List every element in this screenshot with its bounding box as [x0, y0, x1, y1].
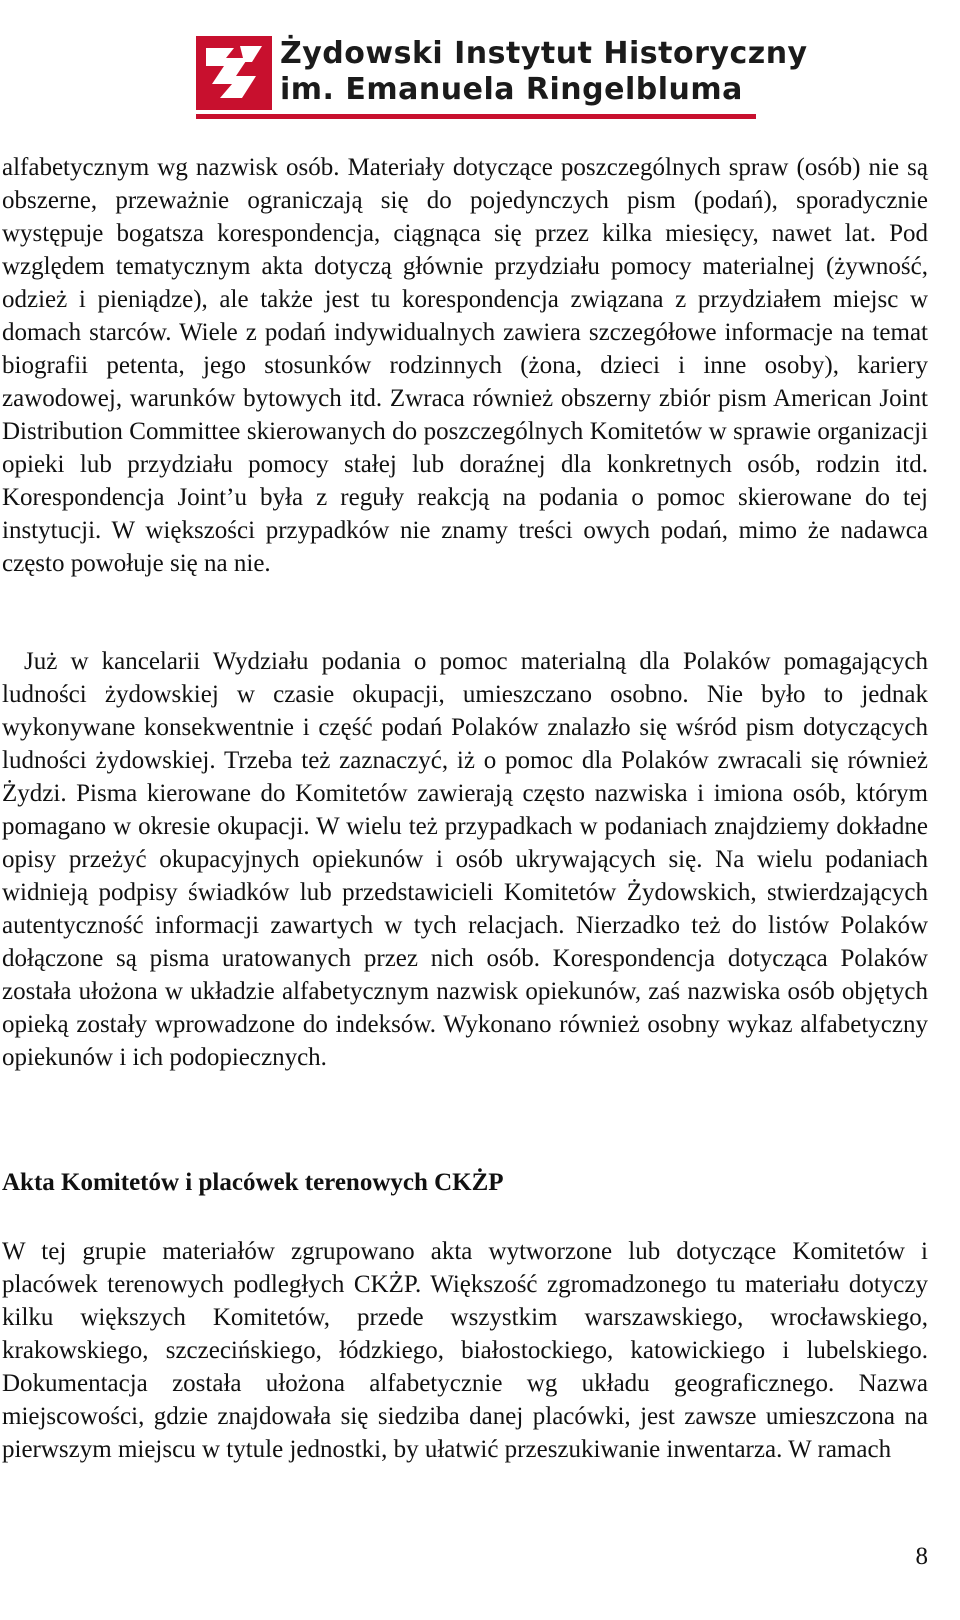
logo-title-line1: Żydowski Instytut Historyczny: [280, 36, 808, 71]
institute-logo: [192, 28, 808, 122]
page-number: 8: [915, 1543, 928, 1570]
institute-emblem-icon: [196, 36, 272, 110]
body-paragraph-1: alfabetycznym wg nazwisk osób. Materiały dotyczące poszczególnych spraw (osób) nie są obszerne, przeważnie ograniczają się do pojedynczych pism (podań), sporadycznie występuje bogatsza korespondencja, ciągnąca się przez kilka miesięcy, nawet lat. Pod względem tematycznym akta dotyczą głównie przydziału pomocy materialnej (żywność, odzież i pieniądze), ale także jest tu korespondencja związana z przydziałem miejsc w domach starców. Wiele z podań indywidualnych zawiera szczegółowe informacje na temat biografii petenta, jego stosunków rodzinnych (żona, dzieci i inne osoby), kariery zawodowej, warunków bytowych itd. Zwraca również obszerny zbiór pism American Joint Distribution Committee skierowanych do poszczególnych Komitetów w sprawie organizacji opieki lub przydziału pomocy stałej lub doraźnej dla konkretnych osób, rodzin itd. Korespondencja Joint’u była z reguły reakcją na podania o pomoc skierowane do tej instytucji. W większości przypadków nie znamy treści owych podań, mimo że nadawca często powołuje się na nie.: [2, 154, 928, 577]
logo-title-line2: im. Emanuela Ringelbluma: [280, 72, 743, 107]
body-paragraph-3: W tej grupie materiałów zgrupowano akta wytworzone lub dotyczące Komitetów i placówek terenowych podległych CKŻP. Większość zgromadzonego tu materiału dotyczy kilku większych Komitetów, przede wszystkim warszawskiego, wrocławskiego, krakowskiego, szczecińskiego, łódzkiego, białostockiego, katowickiego i lubelskiego. Dokumentacja została ułożona alfabetycznie wg układu geograficznego. Nazwa miejscowości, gdzie znajdowała się siedziba danej placówki, jest zawsze umieszczona na pierwszym miejscu w tytule jednostki, by ułatwić przeszukiwanie inwentarza. W ramach: [2, 1238, 928, 1463]
body-paragraph-2: Już w kancelarii Wydziału podania o pomoc materialną dla Polaków pomagających ludności żydowskiej w czasie okupacji, umieszczano osobno. Nie było to jednak wykonywane konsekwentnie i część podań Polaków znalazło się wśród pism dotyczących ludności żydowskiej. Trzeba też zaznaczyć, iż o pomoc dla Polaków zwracali się również Żydzi. Pisma kierowane do Komitetów zawierają często nazwiska i imiona osób, którym pomagano w okresie okupacji. W wielu też przypadkach w podaniach znajdziemy dokładne opisy przeżyć okupacyjnych opiekunów i osób ukrywających się. Na wielu podaniach widnieją podpisy świadków lub przedstawicieli Komitetów Żydowskich, stwierdzających autentyczność informacji zawartych w tych relacjach. Nierzadko też do listów Polaków dołączone są pisma uratowanych przez nich osób. Korespondencja dotycząca Polaków została ułożona w układzie alfabetycznym nazwisk opiekunów, zaś nazwiska osób objętych opieką zostały wprowadzone do indeksów. Wykonano również osobny wykaz alfabetyczny opiekunów i ich podopiecznych.: [2, 648, 928, 1071]
section-heading: Akta Komitetów i placówek terenowych CKŻP: [2, 1169, 504, 1196]
logo-underline: [196, 114, 756, 119]
